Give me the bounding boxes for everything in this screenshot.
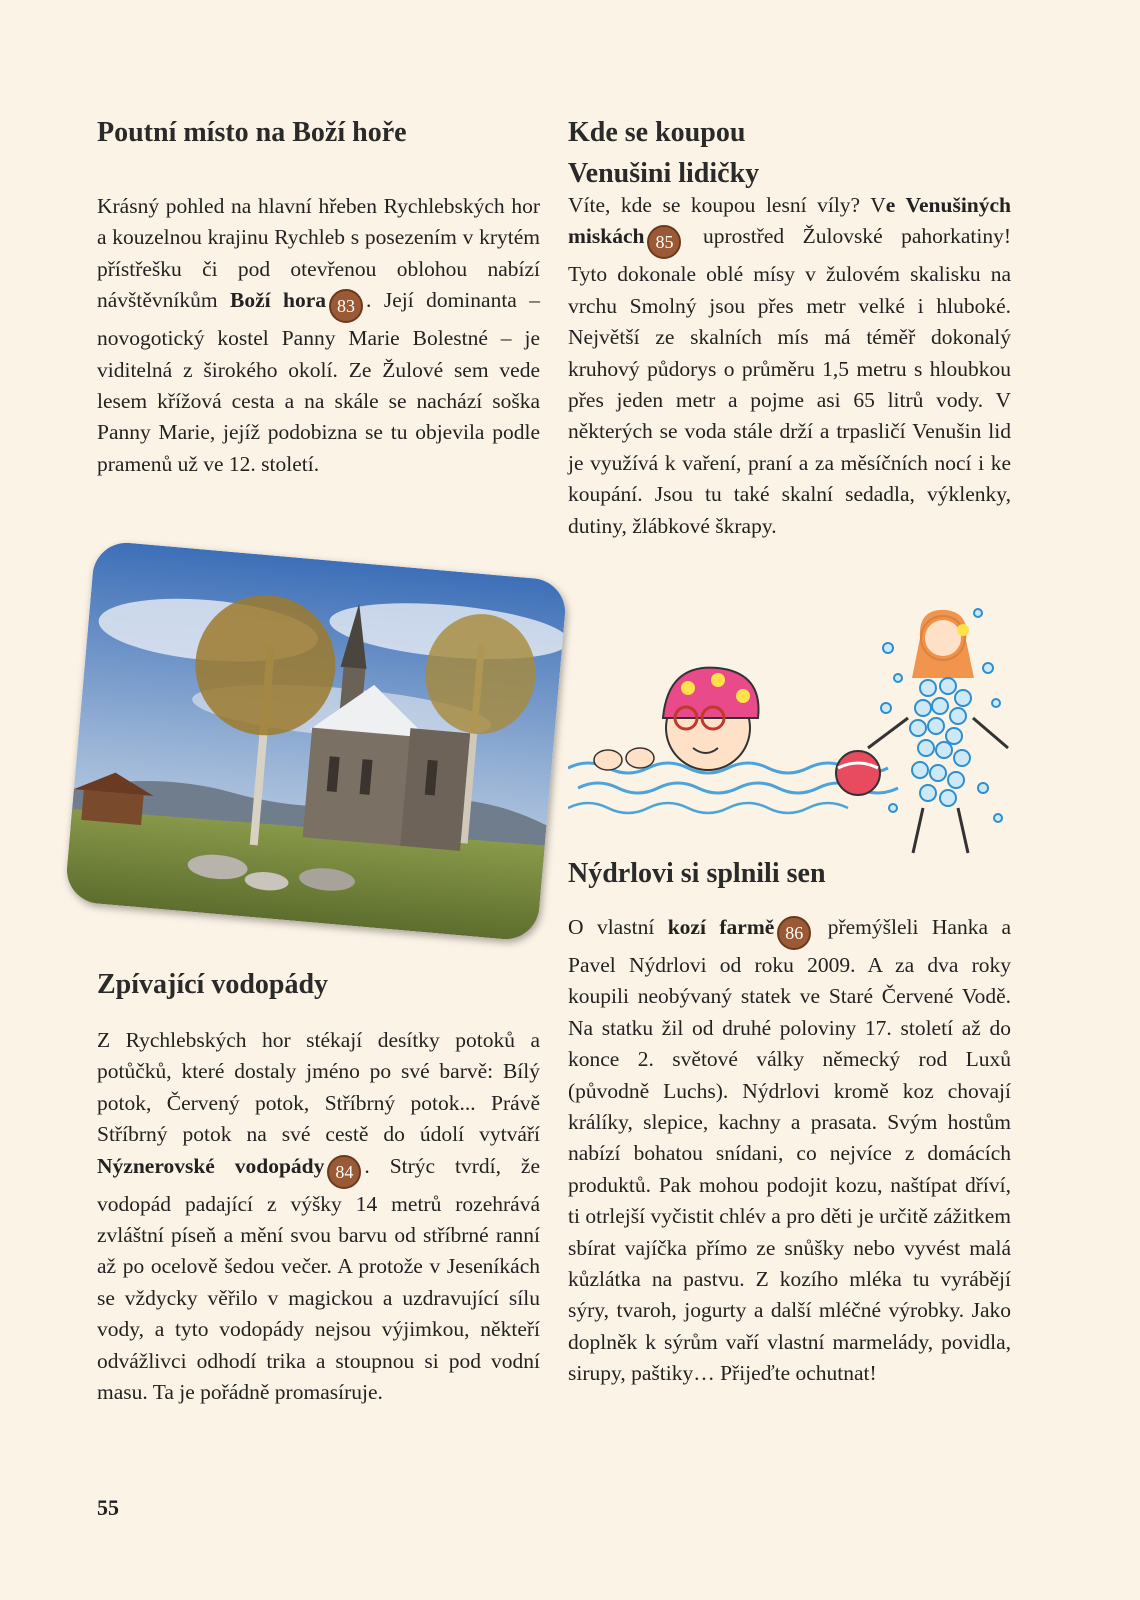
paragraph-venusiny <box>568 190 1011 542</box>
paragraph-text: uprostřed Žulovské pahorkatiny! Tyto dokonale oblé mísy v žulovém skalisku na vrchu Smolný jsou přes metr velké i hluboké. Největší ze skalních mís má téměř dokonalý kruhový půdorys o průměru 1,5 metru s hloubkou přes jeden metr a pojme asi 65 litrů vody. V některých se voda stále drží a trpasličí Venušin lid je využívá k vaření, praní a za měsíčních nocí i ke koupání. Jsou tu také skalní sedadla, výklenky, dutiny, žlábkové škrapy. <box>568 224 1011 538</box>
title-line: Kde se koupou <box>568 117 746 148</box>
section-title-vodopady: Zpívající vodopády <box>97 969 329 1000</box>
place-name-kozi-farma: kozí farmě <box>667 915 775 939</box>
place-name-vodopady: Nýznerovské vodopády <box>97 1153 325 1178</box>
paragraph-text: Z Rychlebských hor stékají desítky potoků a potůčků, které dostaly jméno po své barvě: Bílý potok, Červený potok, Stříbrný potok... Právě Stříbrný potok na své cestě do údolí vytváří <box>97 1028 540 1147</box>
page-number: 55 <box>97 1495 119 1520</box>
title-line: Venušini lidičky <box>568 158 760 189</box>
church-photo <box>64 540 568 942</box>
paragraph-text: O vlastní <box>568 915 668 939</box>
section-title-venusiny <box>568 112 1011 194</box>
section-title-nydrlovi: Nýdrlovi si splnili sen <box>568 858 826 889</box>
map-marker-badge-83: 83 <box>329 289 363 323</box>
paragraph-nydrlovi <box>568 912 1011 1390</box>
section-title-bozi-hora: Poutní místo na Boží hoře <box>97 117 407 148</box>
map-marker-badge-86: 86 <box>777 916 811 950</box>
right-column <box>568 112 1012 1386</box>
paragraph-text: . Její dominanta – novogotický kostel Panny Marie Bolestné – je viditelná z širokého okolí. Ze Žulové sem vede lesem křížová cesta a na skále se nachází soška Panny Marie, jejíž podobizna se tu objevila podle pramenů už ve 12. století. <box>97 288 540 476</box>
swimming-fairies-illustration <box>568 608 1018 883</box>
map-marker-badge-85: 85 <box>647 225 681 259</box>
left-column <box>97 112 540 1405</box>
place-name-bozi-hora: Boží hora <box>230 288 327 313</box>
paragraph-text: . Strýc tvrdí, že vodopád padající z výšky 14 metrů rozehrává zvláštní píseň a mění svou barvu od stříbrné ranní až po ocelově šedou večer. A protože v Jeseníkách se vždycky věřilo v magickou a uzdravující sílu vody, a tyto vodopády nejsou výjimkou, někteří odvážlivci odhodí trika a stoupnou si pod vodní masu. Ta je pořádně promasíruje. <box>97 1153 540 1405</box>
paragraph-vodopady <box>97 1025 540 1408</box>
map-marker-badge-84: 84 <box>327 1155 361 1189</box>
paragraph-text: Víte, kde se koupou lesní víly? V <box>568 193 886 217</box>
paragraph-text: Krásný pohled na hlavní hřeben Rychlebských hor a kouzelnou krajinu Rychleb s posezením v krytém přístřešku či pod otevřenou oblohou nabízí návštěvníkům <box>97 194 540 313</box>
place-name-venusiny: e Venušiných miskách <box>568 193 1012 249</box>
paragraph-bozi-hora <box>97 191 540 480</box>
paragraph-text: přemýšleli Hanka a Pavel Nýdrlovi od roku 2009. A za dva roky koupili neobývaný statek ve Staré Červené Vodě. Na statku žil od druhé poloviny 17. století až do konce 2. světové války německý rod Luxů (původně Luchs). Nýdrlovi kromě koz chovají králíky, slepice, kachny a prasata. Svým hostům nabízí bohatou snídani, co nejvíce z domácích produktů. Pak mohou podojit kozu, naštípat dříví, ti otrlejší vyčistit chlév a pro děti je určitě zážitkem sbírat vajíčka přímo ze snůšky nebo vyvést malá kůzlátka na pastvu. Z kozího mléka tu vyrábějí sýry, tvaroh, jogurty a další mléčné výrobky. Jako doplněk k sýrům vaří vlastní marmelády, povidla, sirupy, paštiky… Přijeďte ochutnat! <box>568 915 1011 1386</box>
